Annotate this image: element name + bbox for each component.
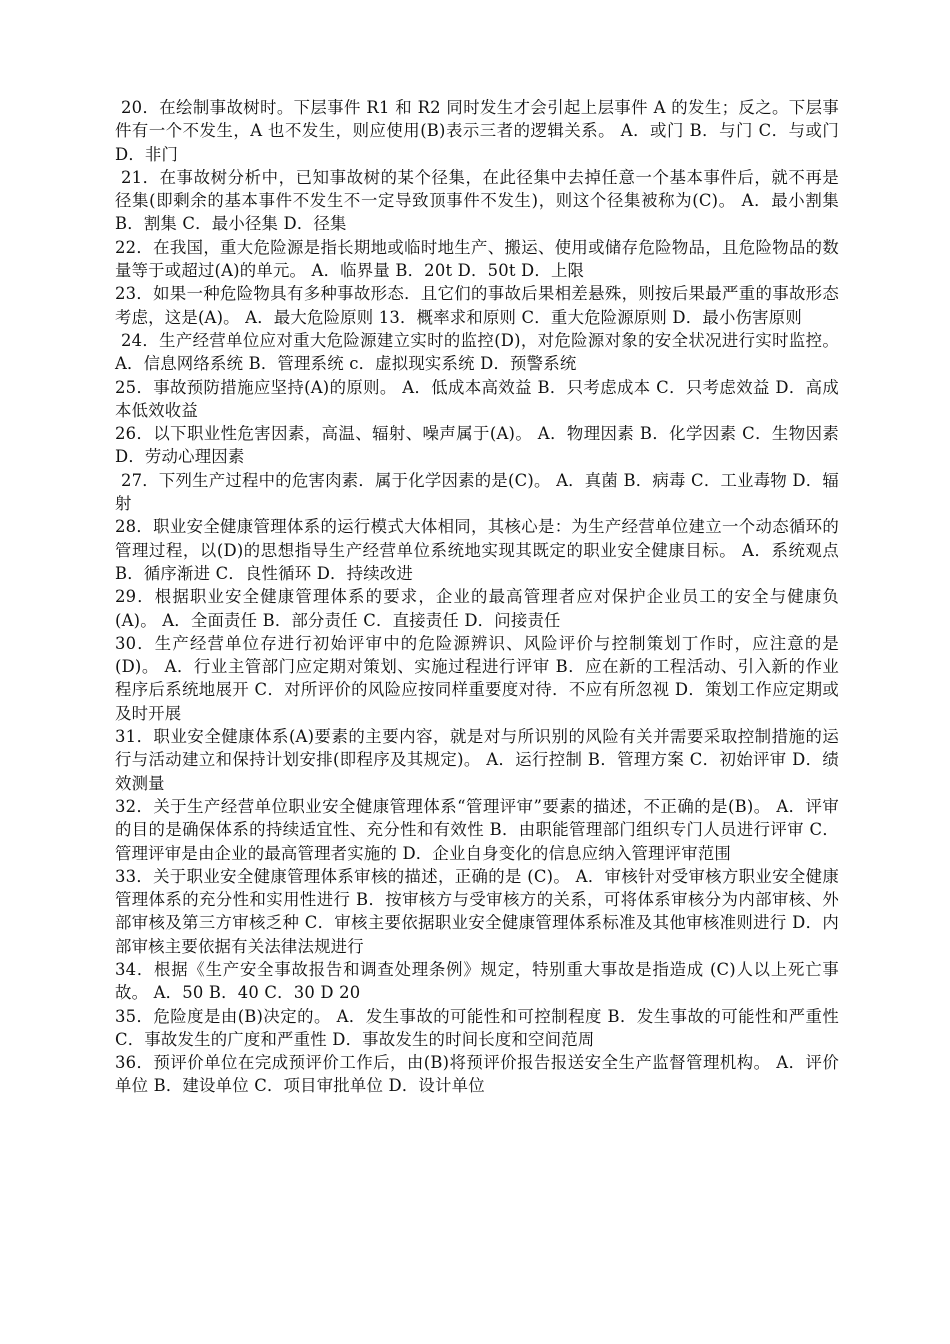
question-36: 36．预评价单位在完成预评价工作后，由(B)将预评价报告报送安全生产监督管理机构。 A．评价单位 B．建设单位 C．项目审批单位 D．设计单位: [115, 1053, 839, 1096]
question-26: 26．以下职业性危害因素，高温、辐射、噪声属于(A)。 A．物理因素 B．化学因素 C．生物因素 D．劳动心理因素: [115, 424, 839, 467]
question-28: 28．职业安全健康管理体系的运行模式大体相同，其核心是：为生产经营单位建立一个动态循环的管理过程，以(D)的思想指导生产经营单位系统地实现其既定的职业安全健康目标。 A．系统观点 B．循序渐进 C．良性循环 D．持续改进: [115, 517, 839, 583]
question-34: 34．根据《生产安全事故报告和调查处理条例》规定，特别重大事故是指造成 (C)人以上死亡事故。 A．50 B．40 C．30 D 20: [115, 959, 839, 1003]
question-27: 27．下列生产过程中的危害肉素．属于化学因素的是(C)。 A．真菌 B．病毒 C．工业毒物 D．辐射: [115, 470, 839, 514]
question-25: 25．事故预防措施应坚持(A)的原则。 A．低成本高效益 B．只考虑成本 C．只考虑效益 D．高成本低效收益: [115, 377, 839, 420]
question-29: 29．根据职业安全健康管理体系的要求，企业的最高管理者应对保护企业员工的安全与健康负(A)。 A．全面责任 B．部分责任 C．直接责任 D．问接责任: [115, 587, 839, 630]
question-21: 21．在事故树分析中，已知事故树的某个径集，在此径集中去掉任意一个基本事件后，就不再是径集(即剩余的基本事件不发生不一定导致顶事件不发生)，则这个径集被称为(C)。 A．最小割集 B．割集 C．最小径集 D．径集: [115, 167, 839, 234]
question-32: 32．关于生产经营单位职业安全健康管理体系“管理评审”要素的描述，不正确的是(B)。 A．评审的目的是确保体系的持续适宜性、充分性和有效性 B．由职能管理部门组织专门人员进行评审 C．管理评审是由企业的最高管理者实施的 D．企业自身变化的信息应纳入管理评审范围: [115, 796, 839, 863]
question-20: 20．在绘制事故树时。下层事件 R1 和 R2 同时发生才会引起上层事件 A 的发生；反之。下层事件有一个不发生，A 也不发生，则应使用(B)表示三者的逻辑关系。 A．或门 B．与门 C．与或门 D．非门: [115, 98, 839, 164]
question-23: 23．如果一种危险物具有多种事故形态．且它们的事故后果相差悬殊，则按后果最严重的事故形态考虑，这是(A)。 A．最大危险原则 13．概率求和原则 C．重大危险源原则 D．最小伤害原则: [115, 284, 839, 327]
question-22: 22．在我国，重大危险源是指长期地或临时地生产、搬运、使用或储存危险物品，且危险物品的数量等于或超过(A)的单元。 A．临界量 B．20t D．50t D．上限: [115, 237, 839, 281]
question-35: 35．危险度是由(B)决定的。 A．发生事故的可能性和可控制程度 B．发生事故的可能性和严重性 C．事故发生的广度和严重性 D．事故发生的时间长度和空间范周: [115, 1006, 839, 1049]
question-24: 24．生产经营单位应对重大危险源建立实时的监控(D)，对危险源对象的安全状况进行实时监控。 A．信息网络系统 B．管理系统 c．虚拟现实系统 D．预警系统: [115, 330, 839, 374]
question-30: 30．生产经营单位存进行初始评审中的危险源辨识、风险评价与控制策划丁作时，应注意的是(D)。 A．行业主管部门应定期对策划、实施过程进行评审 B．应在新的工程活动、引入新的作业程序后系统地展开 C．对所评价的风险应按同样重要度对待．不应有所忽视 D．策划工作应定期或及时开展: [115, 633, 839, 723]
question-list: [115, 96, 839, 1098]
question-33: 33．关于职业安全健康管理体系审核的描述，正确的是 (C)。 A．审核针对受审核方职业安全健康管理体系的充分性和实用性进行 B．按审核方与受审核方的关系，可将体系审核分为内部审核、外部审核及第三方审核乏种 C．审核主要依据职业安全健康管理体系标准及其他审核准则进行 D．内部审核主要依据有关法律法规进行: [115, 866, 839, 956]
question-31: 31．职业安全健康体系(A)要素的主要内容，就是对与所识别的风险有关并需要采取控制措施的运行与活动建立和保持计划安排(即程序及其规定)。 A．运行控制 B．管理方案 C．初始评审 D．绩效测量: [115, 727, 839, 793]
